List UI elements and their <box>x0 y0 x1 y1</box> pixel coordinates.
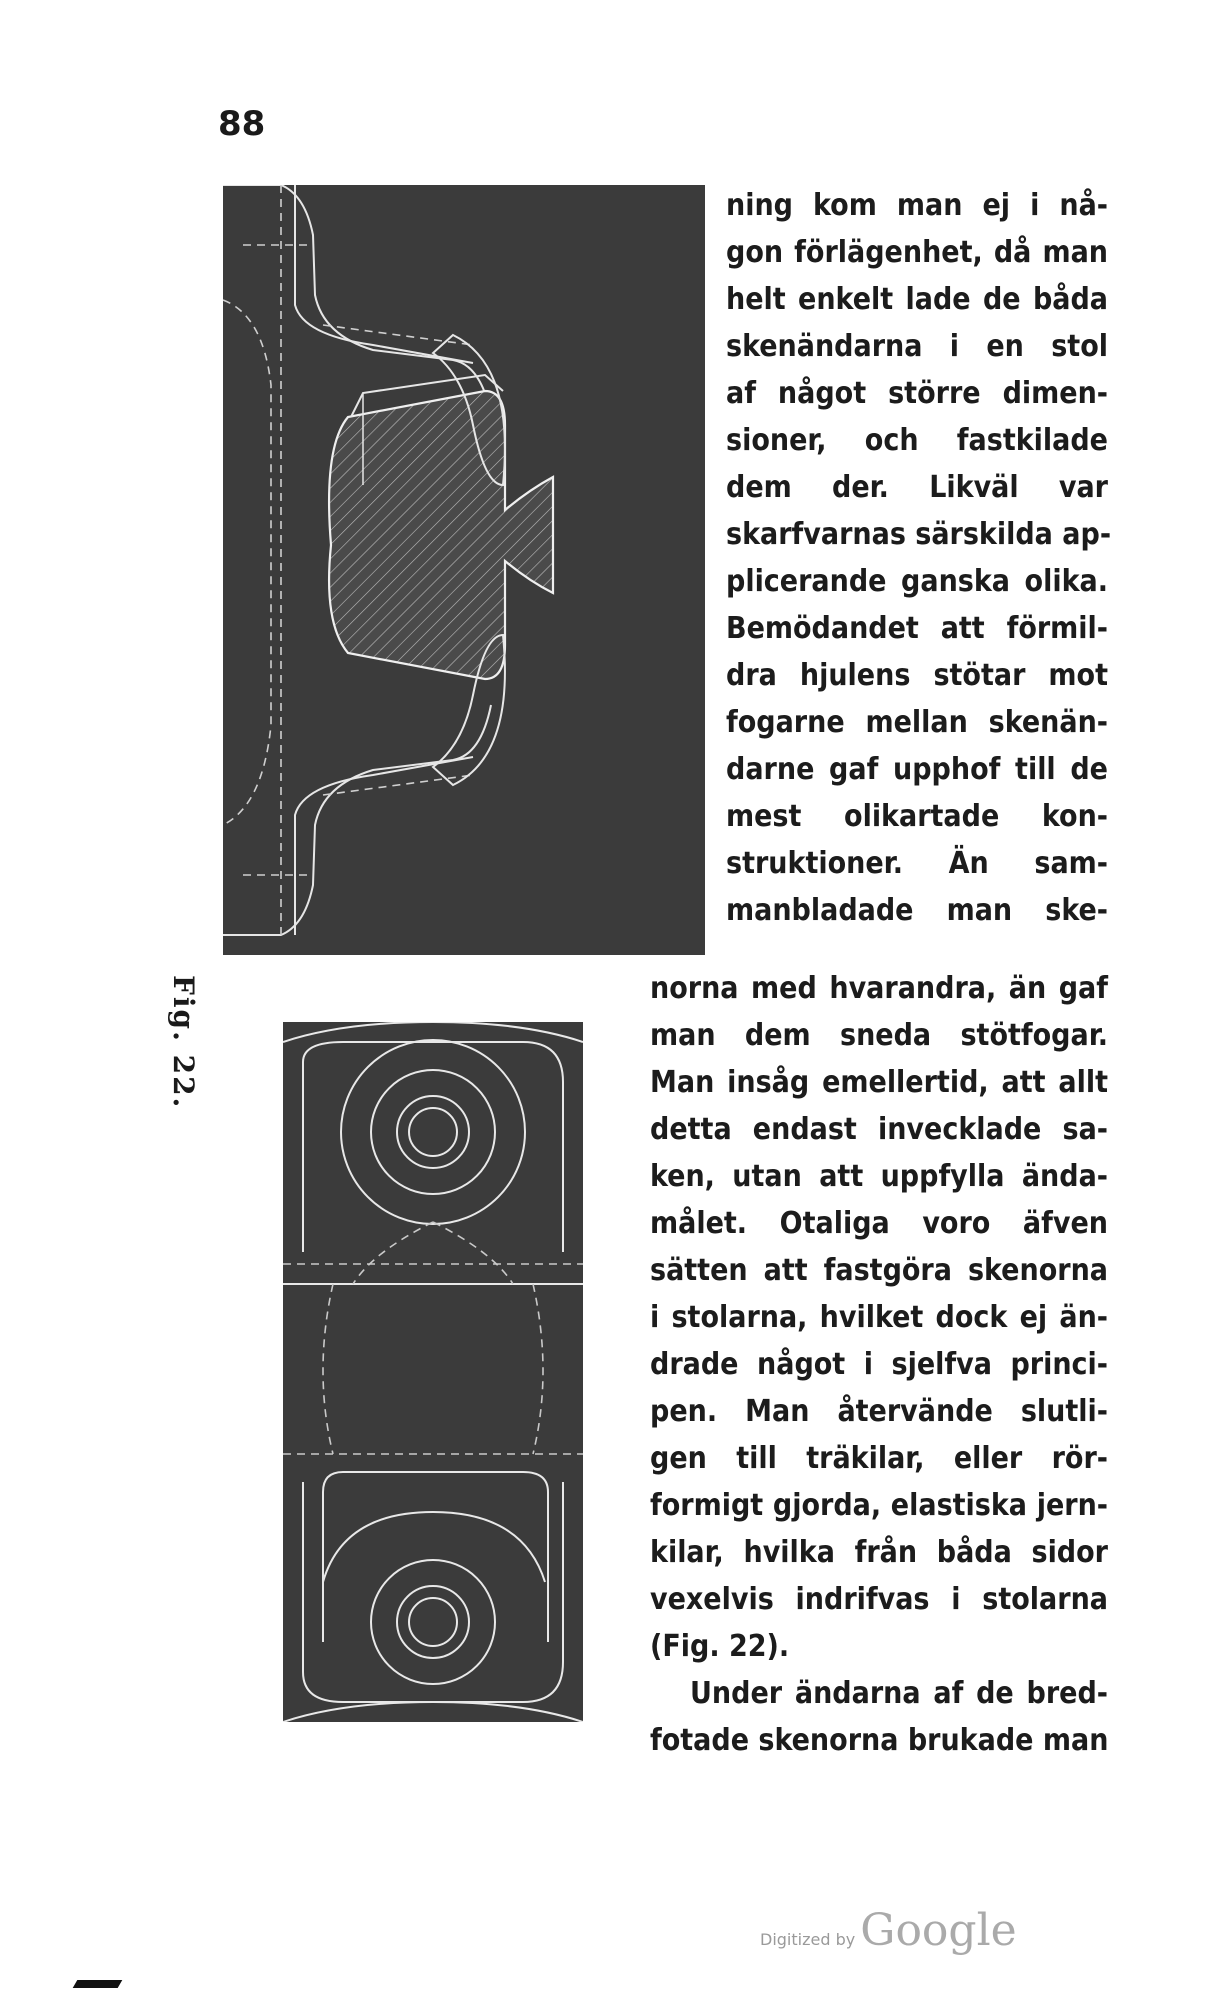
page-number: 88 <box>218 104 266 144</box>
text-line: man dem sneda stötfogar. <box>650 1018 1108 1053</box>
text-line: (Fig. 22). <box>650 1629 790 1664</box>
text-line: af något större dimen- <box>726 376 1108 411</box>
text-line: sioner, och fastkilade <box>726 423 1108 458</box>
text-line: dra hjulens stötar mot <box>726 658 1108 693</box>
text-line: mest olikartade kon- <box>726 799 1108 834</box>
text-line: Under ändarna af de bred- <box>690 1676 1108 1711</box>
chair-section-drawing <box>223 185 705 955</box>
text-line: skarfvarnas särskilda ap- <box>726 517 1112 552</box>
text-column-lower <box>650 965 1108 1764</box>
text-line: norna med hvarandra, än gaf <box>650 971 1108 1006</box>
text-column-upper <box>726 182 1112 934</box>
text-line: gon förlägenhet, då man <box>726 235 1108 270</box>
text-line: i stolarna, hvilket dock ej än- <box>650 1300 1108 1335</box>
text-line: helt enkelt lade de båda <box>726 282 1108 317</box>
plan-view-drawing <box>283 1022 583 1722</box>
text-line: sätten att fastgöra skenorna <box>650 1253 1108 1288</box>
text-line: ken, utan att uppfylla ända- <box>650 1159 1108 1194</box>
text-line: skenändarna i en stol <box>726 329 1108 364</box>
text-line: struktioner. Än sam- <box>726 846 1108 881</box>
text-line: fotade skenorna brukade man <box>650 1723 1109 1758</box>
text-line: vexelvis indrifvas i stolarna <box>650 1582 1108 1617</box>
text-line: darne gaf upphof till de <box>726 752 1108 787</box>
text-line: drade något i sjelfva princi- <box>650 1347 1108 1382</box>
digitized-watermark <box>760 1905 1017 1956</box>
text-line: kilar, hvilka från båda sidor <box>650 1535 1108 1570</box>
text-line: ning kom man ej i nå- <box>726 188 1108 223</box>
text-line: manbladade man ske- <box>726 893 1108 928</box>
figure-chair-cross-section <box>223 185 705 955</box>
scan-mark <box>73 1980 123 1988</box>
text-line: Man insåg emellertid, att allt <box>650 1065 1108 1100</box>
text-line: plicerande ganska olika. <box>726 564 1108 599</box>
text-line: detta endast invecklade sa- <box>650 1112 1108 1147</box>
google-logo-text: Google <box>860 1905 1017 1956</box>
text-line: Bemödandet att förmil- <box>726 611 1108 646</box>
figure-caption: Fig. 22. <box>167 975 200 1110</box>
watermark-small-text: Digitized by <box>760 1930 856 1949</box>
text-line: formigt gjorda, elastiska jern- <box>650 1488 1108 1523</box>
text-line: målet. Otaliga voro äfven <box>650 1206 1108 1241</box>
figure-chair-plan-view <box>283 1022 583 1722</box>
text-line: gen till träkilar, eller rör- <box>650 1441 1108 1476</box>
text-line: dem der. Likväl var <box>726 470 1108 505</box>
text-line: fogarne mellan skenän- <box>726 705 1108 740</box>
text-line: pen. Man återvände slutli- <box>650 1394 1108 1429</box>
